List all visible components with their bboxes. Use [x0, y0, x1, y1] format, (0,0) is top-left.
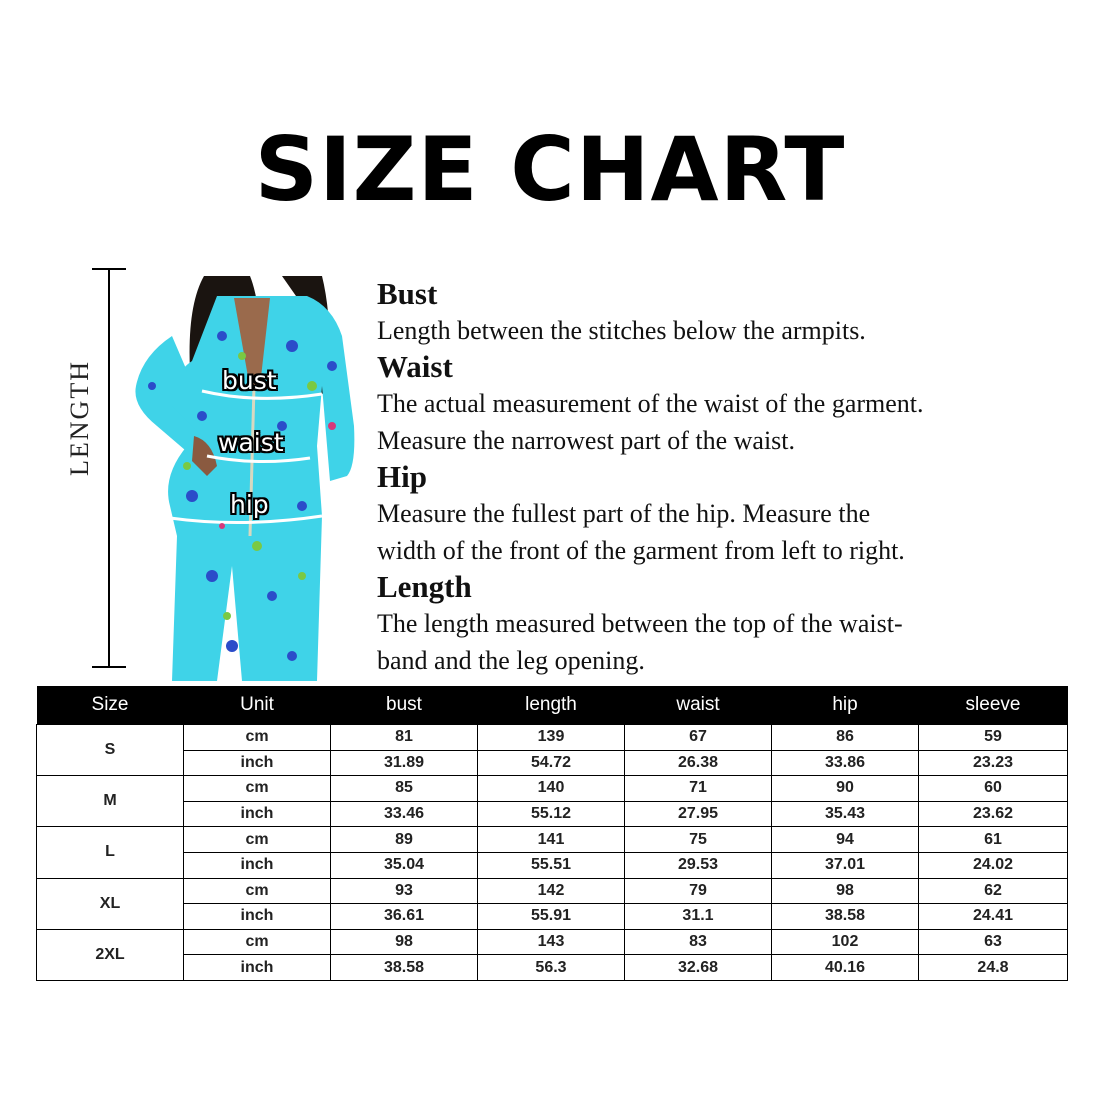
table-row [37, 955, 1068, 981]
header-waist: waist [625, 686, 772, 725]
size-cell: M [37, 776, 184, 827]
value-cell: 33.46 [331, 801, 478, 827]
size-cell: 2XL [37, 929, 184, 980]
waist-text-line: Measure the narrowest part of the waist. [377, 426, 796, 455]
bust-label: bust [222, 366, 277, 395]
size-cell: XL [37, 878, 184, 929]
value-cell: 55.12 [478, 801, 625, 827]
value-cell: 35.43 [772, 801, 919, 827]
waist-definition [377, 349, 1077, 459]
value-cell: 67 [625, 725, 772, 751]
bust-definition [377, 276, 1077, 349]
value-cell: 90 [772, 776, 919, 802]
table-row [37, 904, 1068, 930]
value-cell: 24.02 [919, 852, 1068, 878]
hip-heading: Hip [377, 459, 427, 494]
header-sleeve: sleeve [919, 686, 1068, 725]
value-cell: 33.86 [772, 750, 919, 776]
value-cell: 143 [478, 929, 625, 955]
table-header-row [37, 686, 1068, 725]
value-cell: 35.04 [331, 852, 478, 878]
hip-text-line: width of the front of the garment from left to right. [377, 536, 905, 565]
size-cell: L [37, 827, 184, 878]
value-cell: 71 [625, 776, 772, 802]
value-cell: 55.91 [478, 904, 625, 930]
unit-cell: cm [184, 929, 331, 955]
table-row [37, 929, 1068, 955]
value-cell: 32.68 [625, 955, 772, 981]
unit-cell: inch [184, 852, 331, 878]
value-cell: 23.62 [919, 801, 1068, 827]
value-cell: 93 [331, 878, 478, 904]
length-text-line: The length measured between the top of the waist- [377, 609, 903, 638]
bust-text: Length between the stitches below the armpits. [377, 316, 866, 345]
bust-heading: Bust [377, 276, 438, 311]
value-cell: 140 [478, 776, 625, 802]
value-cell: 89 [331, 827, 478, 853]
value-cell: 54.72 [478, 750, 625, 776]
value-cell: 59 [919, 725, 1068, 751]
waist-label: waist [218, 428, 284, 457]
hip-text-line: Measure the fullest part of the hip. Measure the [377, 499, 871, 528]
value-cell: 86 [772, 725, 919, 751]
value-cell: 29.53 [625, 852, 772, 878]
table-row [37, 750, 1068, 776]
page-title: SIZE CHART [254, 118, 846, 221]
value-cell: 60 [919, 776, 1068, 802]
size-cell: S [37, 725, 184, 776]
value-cell: 24.8 [919, 955, 1068, 981]
hip-label: hip [230, 490, 269, 519]
hip-definition [377, 459, 1077, 569]
unit-cell: inch [184, 955, 331, 981]
value-cell: 98 [331, 929, 478, 955]
table-row [37, 852, 1068, 878]
value-cell: 31.89 [331, 750, 478, 776]
length-heading: Length [377, 569, 472, 604]
header-length: length [478, 686, 625, 725]
header-bust: bust [331, 686, 478, 725]
value-cell: 63 [919, 929, 1068, 955]
value-cell: 94 [772, 827, 919, 853]
value-cell: 142 [478, 878, 625, 904]
unit-cell: cm [184, 725, 331, 751]
value-cell: 31.1 [625, 904, 772, 930]
length-label: LENGTH [65, 360, 94, 476]
model-figure [132, 276, 357, 681]
length-definition [377, 569, 1077, 679]
value-cell: 79 [625, 878, 772, 904]
value-cell: 83 [625, 929, 772, 955]
header-unit: Unit [184, 686, 331, 725]
value-cell: 102 [772, 929, 919, 955]
header-size: Size [37, 686, 184, 725]
value-cell: 139 [478, 725, 625, 751]
value-cell: 38.58 [772, 904, 919, 930]
model-illustration [132, 276, 357, 681]
unit-cell: inch [184, 904, 331, 930]
value-cell: 26.38 [625, 750, 772, 776]
value-cell: 75 [625, 827, 772, 853]
value-cell: 62 [919, 878, 1068, 904]
unit-cell: inch [184, 801, 331, 827]
value-cell: 85 [331, 776, 478, 802]
measurement-definitions [377, 276, 1077, 679]
table-row [37, 776, 1068, 802]
unit-cell: inch [184, 750, 331, 776]
unit-cell: cm [184, 776, 331, 802]
value-cell: 37.01 [772, 852, 919, 878]
value-cell: 36.61 [331, 904, 478, 930]
value-cell: 24.41 [919, 904, 1068, 930]
value-cell: 40.16 [772, 955, 919, 981]
length-text-line: band and the leg opening. [377, 646, 645, 675]
value-cell: 56.3 [478, 955, 625, 981]
value-cell: 98 [772, 878, 919, 904]
waist-text-line: The actual measurement of the waist of the garment. [377, 389, 924, 418]
value-cell: 27.95 [625, 801, 772, 827]
header-hip: hip [772, 686, 919, 725]
table-row [37, 827, 1068, 853]
table-row [37, 878, 1068, 904]
value-cell: 61 [919, 827, 1068, 853]
waist-heading: Waist [377, 349, 453, 384]
value-cell: 141 [478, 827, 625, 853]
value-cell: 55.51 [478, 852, 625, 878]
size-table [36, 686, 1068, 981]
table-row [37, 725, 1068, 751]
unit-cell: cm [184, 827, 331, 853]
value-cell: 81 [331, 725, 478, 751]
value-cell: 38.58 [331, 955, 478, 981]
table-row [37, 801, 1068, 827]
value-cell: 23.23 [919, 750, 1068, 776]
unit-cell: cm [184, 878, 331, 904]
